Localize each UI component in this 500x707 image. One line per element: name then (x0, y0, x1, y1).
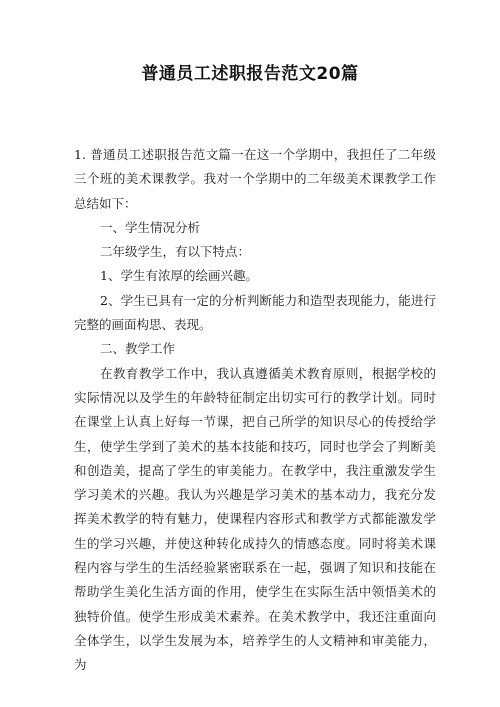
heading-student-analysis: 一、学生情况分析 (100, 219, 201, 235)
list-item-ability: 2、学生已具有一定的分析判断能力和造型表现能力，能进行完整的画面构思、表现。 (74, 292, 436, 333)
paragraph-intro: 1. 普通员工述职报告范文篇一在这一个学期中，我担任了二年级三个班的美术课教学。我对一个学期中的二年级美术课教学工作总结如下： (74, 147, 436, 211)
paragraph-teaching-work: 在教育教学工作中，我认真遵循美术教育原则，根据学校的实际情况以及学生的年龄特征制定出切实可行的教学计划。同时在课堂上认真上好每一节课，把自己所学的知识尽心的传授给学生，使学生学到了美术的基本技能和技巧，同时也学会了判断美和创造美，提高了学生的审美能力。在教学中，我注重激发学生学习美术的兴趣。我认为兴趣是学习美术的基本动力，我充分发挥美术教学的特有魅力，使课程内容形式和教学方式都能激发学生的学习兴趣，并使这种转化成持久的情感态度。同时将美术课程内容与学生的生活经验紧密联系在一起，强调了知识和技能在帮助学生美化生活方面的作用，使学生在实际生活中领悟美术的独特价值。使学生形成美术素养。在美术教学中，我还注重面向全体学生，以学生发展为本，培养学生的人文精神和审美能力，为 (74, 365, 436, 673)
heading-teaching-work: 二、教学工作 (100, 341, 176, 357)
document-title: 普通员工述职报告范文20篇 (141, 64, 359, 84)
document-body (74, 143, 436, 678)
paragraph-student-traits: 二年级学生，有以下特点： (100, 244, 251, 260)
list-item-interest: 1、学生有浓厚的绘画兴趣。 (100, 268, 258, 284)
